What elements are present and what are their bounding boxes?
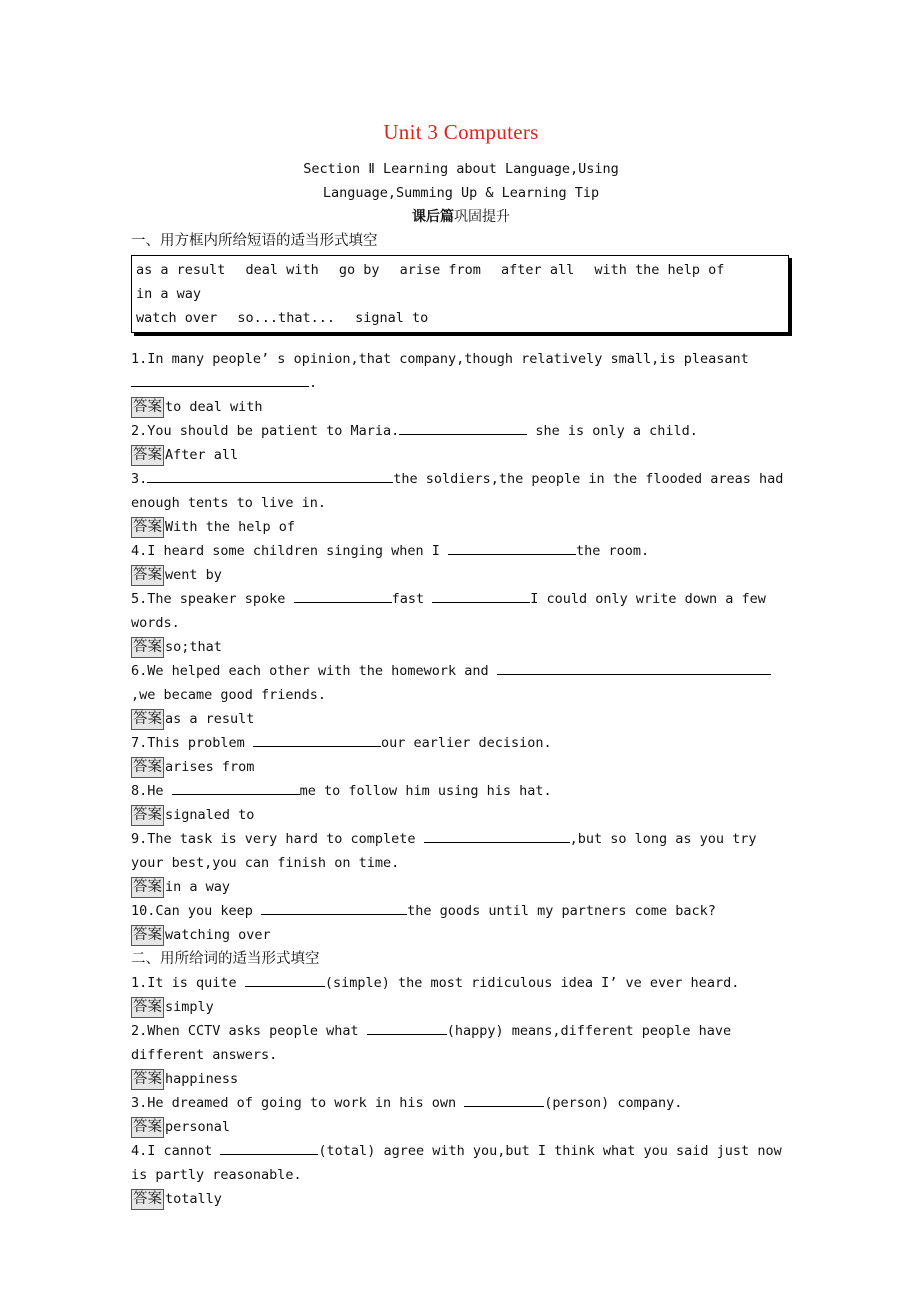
answer-blank[interactable] <box>464 1092 544 1107</box>
answer-line: 答案 With the help of <box>131 515 791 539</box>
question-item: 3.He dreamed of going to work in his own (person) company. <box>131 1091 791 1115</box>
answer-blank[interactable] <box>448 540 576 555</box>
question-item: 3. the soldiers,the people in the flooded areas had enough tents to live in. <box>131 467 791 515</box>
answer-tag: 答案 <box>131 757 164 778</box>
answer-tag: 答案 <box>131 805 164 826</box>
phrase: so...that... <box>237 310 335 326</box>
question-item: 10.Can you keep the goods until my partners come back? <box>131 899 791 923</box>
answer-line: 答案 happiness <box>131 1067 791 1091</box>
answer-line: 答案 watching over <box>131 923 791 947</box>
phrase: after all <box>501 262 575 278</box>
question-item: 8.He me to follow him using his hat. <box>131 779 791 803</box>
answer-blank[interactable] <box>147 468 393 483</box>
answer-blank[interactable] <box>424 828 570 843</box>
question-item: 4.I heard some children singing when I the room. <box>131 539 791 563</box>
answer-line: 答案 arises from <box>131 755 791 779</box>
answer-blank[interactable] <box>294 588 392 603</box>
phrase: watch over <box>136 310 218 326</box>
question-item: 1.It is quite (simple) the most ridiculous idea I’ ve ever heard. <box>131 971 791 995</box>
question-item: 2.When CCTV asks people what (happy) means,different people have different answers. <box>131 1019 791 1067</box>
answer-blank[interactable] <box>261 900 407 915</box>
phrase: as a result <box>136 262 226 278</box>
part1-heading: 一、用方框内所给短语的适当形式填空 <box>131 233 378 249</box>
answer-tag: 答案 <box>131 565 164 586</box>
answer-tag: 答案 <box>131 1189 164 1210</box>
worksheet-page <box>131 120 791 1211</box>
part2-heading: 二、用所给词的适当形式填空 <box>131 951 320 967</box>
question-item: 5.The speaker spoke fast I could only write down a few words. <box>131 587 791 635</box>
phrase: arise from <box>399 262 481 278</box>
question-item: 7.This problem our earlier decision. <box>131 731 791 755</box>
section-subtitle-cn <box>131 205 791 229</box>
subtitle-bold: 课后篇 <box>412 209 454 225</box>
phrase: deal with <box>245 262 319 278</box>
answer-tag: 答案 <box>131 997 164 1018</box>
answer-blank[interactable] <box>220 1140 318 1155</box>
answer-line: 答案 totally <box>131 1187 791 1211</box>
answer-tag: 答案 <box>131 445 164 466</box>
answer-line: 答案 so;that <box>131 635 791 659</box>
answer-blank[interactable] <box>399 420 527 435</box>
phrase-box <box>131 255 789 333</box>
phrase: with the help of <box>594 262 725 278</box>
answer-tag: 答案 <box>131 1069 164 1090</box>
answer-tag: 答案 <box>131 925 164 946</box>
phrase: in a way <box>136 286 202 302</box>
answer-tag: 答案 <box>131 517 164 538</box>
answer-line: 答案 personal <box>131 1115 791 1139</box>
answer-line: 答案 in a way <box>131 875 791 899</box>
answer-blank[interactable] <box>131 372 309 387</box>
subtitle-rest: 巩固提升 <box>454 209 510 225</box>
answer-tag: 答案 <box>131 709 164 730</box>
question-item: 1.In many people’ s opinion,that company,though relatively small,is pleasant . <box>131 351 749 391</box>
question-item: 2.You should be patient to Maria. she is only a child. <box>131 419 791 443</box>
answer-tag: 答案 <box>131 877 164 898</box>
phrase: signal to <box>355 310 429 326</box>
question-item: 4.I cannot (total) agree with you,but I think what you said just now is partly reasonable. <box>131 1139 791 1187</box>
phrase: go by <box>338 262 380 278</box>
answer-tag: 答案 <box>131 637 164 658</box>
section-subtitle-line2: Language,Summing Up & Learning Tip <box>322 185 600 201</box>
answer-line: 答案 to deal with <box>131 395 791 419</box>
question-item: 9.The task is very hard to complete ,but so long as you try your best,you can finish on time. <box>131 827 791 875</box>
answer-tag: 答案 <box>131 397 164 418</box>
page-title: Unit 3 Computers <box>383 120 539 144</box>
question-item: 6.We helped each other with the homework and ,we became good friends. <box>131 659 791 707</box>
answer-tag: 答案 <box>131 1117 164 1138</box>
answer-blank[interactable] <box>253 732 381 747</box>
answer-line: 答案 as a result <box>131 707 791 731</box>
answer-line: 答案 signaled to <box>131 803 791 827</box>
answer-blank[interactable] <box>497 660 771 675</box>
answer-blank[interactable] <box>245 972 325 987</box>
answer-blank[interactable] <box>172 780 300 795</box>
answer-line: 答案 After all <box>131 443 791 467</box>
answer-blank[interactable] <box>432 588 530 603</box>
answer-line: 答案 simply <box>131 995 791 1019</box>
answer-blank[interactable] <box>367 1020 447 1035</box>
answer-line: 答案 went by <box>131 563 791 587</box>
section-subtitle-line1: Section Ⅱ Learning about Language,Using <box>303 161 619 177</box>
